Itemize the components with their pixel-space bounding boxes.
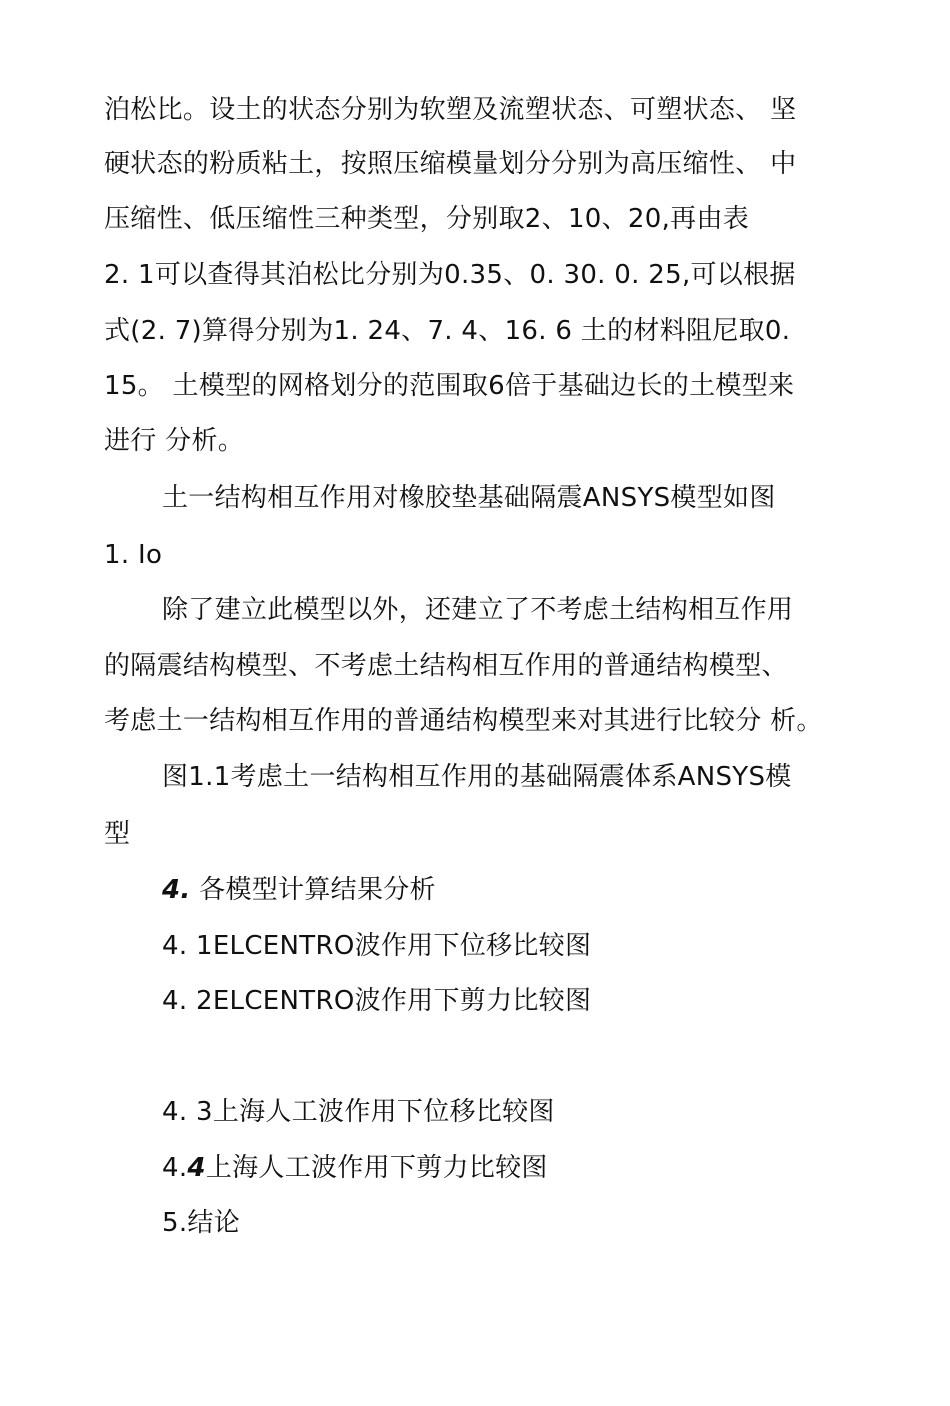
section-5-heading [162, 1206, 240, 1240]
section-5-number: 5. [162, 1208, 188, 1238]
section-4-heading [162, 873, 436, 907]
section-4-number: 4. [162, 875, 191, 905]
subsection-number: 4. [162, 1097, 196, 1127]
subsection-number: 4. [162, 931, 196, 961]
paragraph-3-line-2: 的隔震结构模型、不考虑土结构相互作用的普通结构模型、 [104, 651, 788, 681]
paragraph-2-line-2: 1. Io [104, 540, 163, 570]
paragraph-1-line-6: 15。 土模型的网格划分的范围取6倍于基础边长的土模型来 [104, 371, 795, 401]
subsection-number: 4. [162, 1153, 188, 1183]
subsection-title: 3上海人工波作用下位移比较图 [195, 1097, 555, 1127]
subsection-title: 1ELCENTRO波作用下位移比较图 [195, 931, 592, 961]
paragraph-1-line-4: 2. 1可以查得其泊松比分别为0.35、0. 30. 0. 25,可以根据 [104, 260, 796, 290]
paragraph-1-line-3: 压缩性、低压缩性三种类型，分别取2、10、20,再由表 [104, 204, 750, 234]
figure-caption-line-1: 图1.1考虑土一结构相互作用的基础隔震体系ANSYS模 [162, 762, 792, 792]
subsection-title: 上海人工波作用下剪力比较图 [205, 1153, 548, 1183]
paragraph-3-line-3: 考虑土一结构相互作用的普通结构模型来对其进行比较分 析。 [104, 706, 823, 736]
paragraph-3-line-1: 除了建立此模型以外，还建立了不考虑土结构相互作用 [162, 595, 794, 625]
section-5-title: 结论 [187, 1208, 241, 1238]
subsection-4-4 [162, 1151, 548, 1185]
subsection-4-2 [162, 984, 591, 1018]
subsection-number-emph: 4 [187, 1153, 206, 1183]
section-4-title: 各模型计算结果分析 [190, 875, 436, 905]
subsection-4-1 [162, 929, 591, 963]
subsection-number: 4. [162, 986, 196, 1016]
subsection-4-3 [162, 1095, 555, 1129]
paragraph-2-line-1: 土一结构相互作用对橡胶垫基础隔震ANSYS模型如图 [162, 483, 776, 513]
paragraph-1-line-2: 硬状态的粉质粘土，按照压缩模量划分分别为高压缩性、 中 [104, 149, 797, 179]
paragraph-1-line-5: 式(2. 7)算得分别为1. 24、7. 4、16. 6 土的材料阻尼取0. [104, 316, 791, 346]
subsection-title: 2ELCENTRO波作用下剪力比较图 [195, 986, 592, 1016]
paragraph-1-line-1: 泊松比。设土的状态分别为软塑及流塑状态、可塑状态、 坚 [104, 95, 797, 125]
figure-caption-line-2: 型 [104, 819, 131, 849]
paragraph-1-line-7: 进行 分析。 [104, 426, 245, 456]
